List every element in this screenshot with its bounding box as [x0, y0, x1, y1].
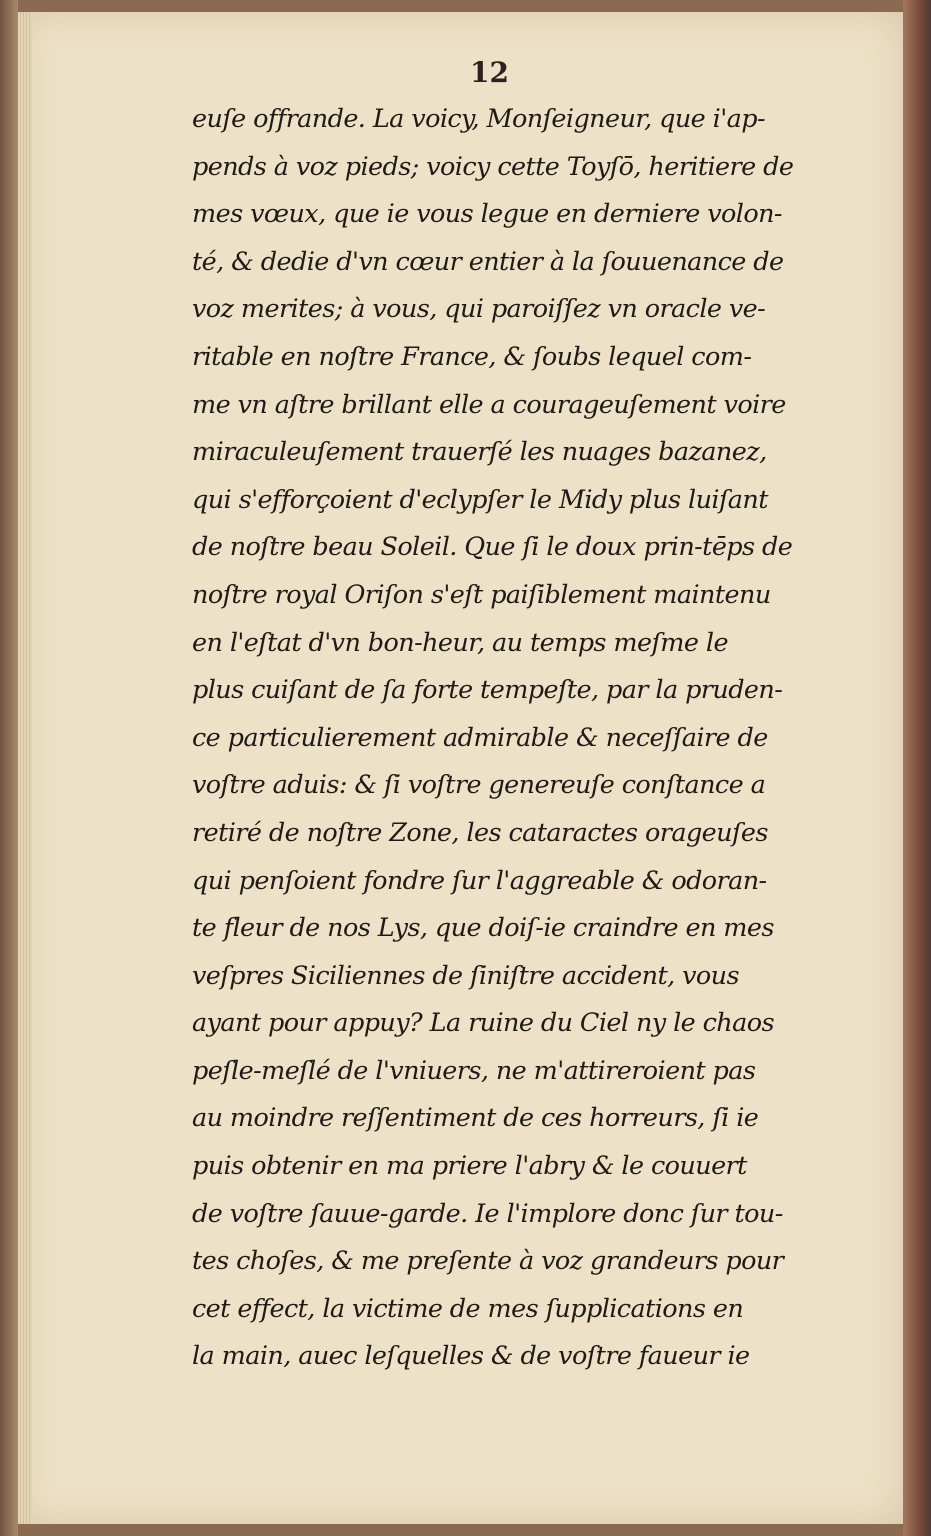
text-line: me vn aſtre brillant elle a courageuſement voire [192, 389, 786, 420]
text-line: retiré de noſtre Zone, les cataractes orageuſes [192, 817, 768, 848]
text-line: la main, auec leſquelles & de voſtre faueur ie [192, 1341, 750, 1372]
text-line: veſpres Siciliennes de ſiniſtre accident, vous [192, 960, 739, 991]
page-text [192, 96, 874, 1381]
text-line: peſle-meſlé de l'vniuers, ne m'attireroient pas [192, 1055, 756, 1086]
text-line: cet effect, la victime de mes ſupplications en [192, 1293, 744, 1324]
book-page [18, 12, 903, 1524]
text-line: tes choſes, & me preſente à voz grandeurs pour [192, 1246, 784, 1277]
text-line: au moindre reſſentiment de ces horreurs, ſi ie [192, 1103, 759, 1134]
text-line: pends à voz pieds; voicy cette Toyſō, heritiere de [192, 151, 794, 182]
text-line: voſtre aduis: & ſi voſtre genereuſe conſtance a [192, 770, 766, 801]
text-line: té, & dedie d'vn cœur entier à la ſouuenance de [192, 246, 784, 277]
text-line: plus cuiſant de ſa forte tempeſte, par la pruden- [192, 675, 783, 706]
text-line: en l'eſtat d'vn bon-heur, au temps meſme le [192, 627, 728, 658]
text-line: puis obtenir en ma priere l'abry & le couuert [192, 1151, 747, 1182]
text-line: qui penſoient fondre ſur l'aggreable & odoran- [192, 865, 767, 896]
text-line: te fleur de nos Lys, que doiſ-ie craindre en mes [192, 913, 774, 944]
text-line: de voſtre ſauue-garde. Ie l'implore donc ſur tou- [192, 1198, 783, 1229]
text-line: ce particulierement admirable & neceſſaire de [192, 722, 768, 753]
text-line: ayant pour appuy? La ruine du Ciel ny le chaos [192, 1008, 774, 1039]
text-line: euſe offrande. La voicy, Monſeigneur, que i'ap- [192, 104, 765, 134]
text-line: noſtre royal Oriſon s'eſt paiſiblement maintenu [192, 579, 771, 610]
text-line: ritable en noſtre France, & ſoubs lequel com- [192, 341, 752, 372]
text-line: de noſtre beau Soleil. Que ſi le doux prin-tēps de [192, 532, 793, 563]
page-number: 12 [470, 56, 509, 89]
page-fore-edge [18, 12, 32, 1524]
text-line: voz merites; à vous, qui paroiſſez vn oracle ve- [192, 294, 766, 325]
text-line: qui s'efforçoient d'eclypſer le Midy plus luiſant [192, 484, 768, 515]
text-line: miraculeuſement trauerſé les nuages bazanez, [192, 437, 767, 468]
book-cover-edge [903, 0, 931, 1536]
book-spine-edge [0, 0, 18, 1536]
text-line: mes vœux, que ie vous legue en derniere volon- [192, 199, 782, 230]
